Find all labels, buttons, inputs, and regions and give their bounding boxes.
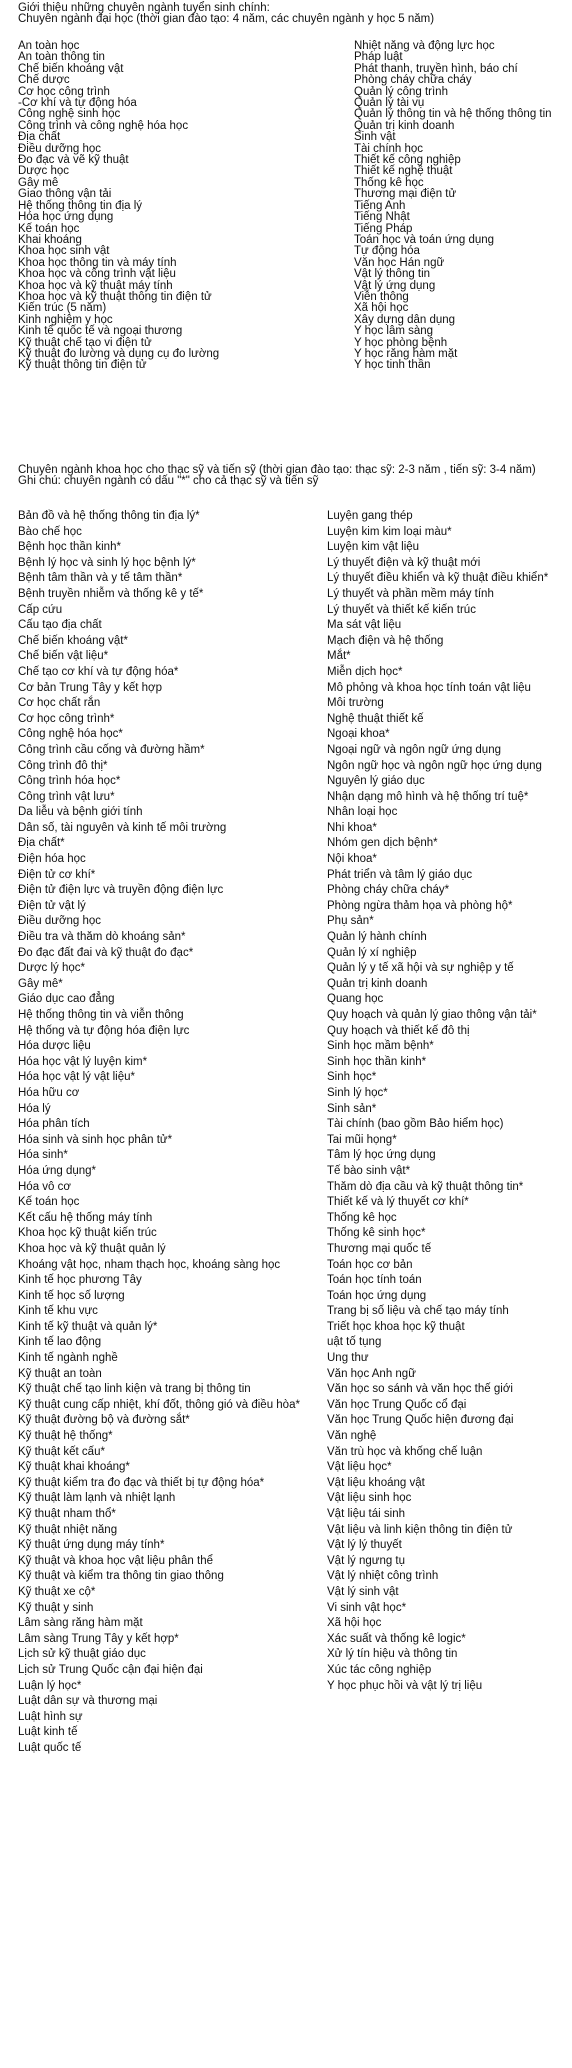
major-item: Kỹ thuật nhiệt năng [18,1523,118,1536]
major-item: Cấu tạo địa chất [18,619,102,632]
major-item: Hóa vô cơ [18,1180,71,1193]
major-item: Điện hóa học [18,853,86,866]
major-item: Mô phỏng và khoa học tính toán vật liệu [327,681,531,694]
major-item: Quản lý hành chính [327,931,427,944]
major-item: Vật liệu tái sinh [327,1508,405,1520]
major-item: Kỹ thuật nham thổ* [18,1508,116,1520]
major-item: Cơ học công trình [18,85,110,98]
major-item: Nghệ thuật thiết kế [327,712,424,725]
major-item: Chế biến vật liệu* [18,650,109,663]
major-item: An toàn thông tin [18,51,105,64]
major-item: Nhiệt năng và động lực học [354,40,495,52]
major-item: Hóa hữu cơ [18,1086,80,1099]
major-item: Kỹ thuật chế tạo linh kiện và trang bị thông tin [18,1383,251,1396]
major-item: Ung thư [327,1352,369,1365]
major-item: Chế biến khoáng vật [18,62,124,75]
major-item: Ngoại khoa* [327,728,390,741]
major-item: Hóa phân tích [18,1118,90,1131]
major-item: Quản lý công trình [354,85,448,98]
major-item: Toán học cơ bản [327,1258,413,1271]
major-item: Hệ thống thông tin và viễn thông [18,1009,184,1021]
major-item: Xác suất và thống kê logic* [327,1632,466,1645]
major-item: Nhận dạng mô hình và hệ thống trí tuệ* [327,790,529,803]
major-item: Thống kê học [354,176,424,189]
major-item: Nội khoa* [327,853,377,866]
major-item: Khoa học và công trình vật liệu [18,268,176,281]
major-item: Thương mại quốc tế [327,1242,432,1255]
graduate-section-title: Chuyên ngành khoa học cho thạc sỹ và tiến sỹ (thời gian đào tạo: thạc sỹ: 2-3 năm , tiến sỹ: 3-4 năm) [18,464,536,476]
major-item: Da liễu và bệnh giới tính [18,806,143,819]
major-item: Sinh học thần kinh* [327,1055,427,1068]
major-item: Lịch sử kỹ thuật giáo dục [18,1648,146,1661]
major-item: Kết cấu hệ thống máy tính [18,1211,153,1224]
major-item: Viễn thông [354,290,409,303]
major-item: Vật liệu học* [327,1461,392,1474]
major-item: Thăm dò địa cầu và kỹ thuật thông tin* [327,1180,524,1193]
major-item: Triết học khoa học kỹ thuật [327,1320,465,1333]
major-item: Lâm sàng Trung Tây y kết hợp* [18,1632,179,1645]
major-item: Kinh tế học phương Tây [18,1274,142,1287]
major-item: Lý thuyết và phần mềm máy tính [327,587,494,600]
major-item: Bệnh tâm thần và y tế tâm thần* [18,572,183,585]
major-item: Thống kê sinh học* [327,1227,426,1240]
major-item: Lâm sàng răng hàm mặt [18,1617,143,1630]
major-item: Quy hoạch và thiết kế đô thị [327,1024,470,1037]
major-item: Nhóm gen dịch bệnh* [327,837,438,850]
major-item: Khoa học thông tin và máy tính [18,256,177,269]
major-item: Nhi khoa* [327,821,377,834]
major-item: Vật lý ngưng tụ [327,1554,406,1567]
major-item: Xử lý tín hiệu và thông tin [327,1648,458,1661]
major-item: Dược lý học* [18,962,86,975]
major-item: Quản lý y tế xã hội và sự nghiệp y tế [327,962,514,975]
major-item: Quy hoạch và quản lý giao thông vận tải* [327,1009,537,1021]
graduate-note: Ghi chú: chuyên ngành có dấu "*" cho cả thạc sỹ và tiến sỹ [18,475,319,488]
major-item: Quản lý xí nghiệp [327,946,417,959]
major-item: Quản trị kinh doanh [354,119,455,132]
major-item: Kỹ thuật chế tạo vi điện tử [18,336,152,349]
major-item: Chế dược [18,74,70,87]
major-item: Ngoại ngữ và ngôn ngữ ứng dụng [327,743,501,756]
major-item: Y học lâm sàng [354,325,434,338]
major-item: Sinh học* [327,1071,377,1084]
major-item: Văn học Anh ngữ [327,1367,416,1380]
major-item: Giáo dục cao đẳng [18,993,115,1006]
major-item: Quản trị kinh doanh [327,977,428,990]
major-item: Trang bị số liệu và chế tạo máy tính [327,1305,509,1318]
major-item: Y học răng hàm mặt [354,347,458,360]
major-item: Phụ sản* [327,915,374,928]
major-item: Hệ thống và tự động hóa điện lực [18,1024,190,1037]
major-item: Quản lý tài vụ [354,97,425,110]
major-item: Điều dưỡng học [18,915,102,928]
major-item: Vật lý thông tin [354,268,431,281]
major-item: Cấp cứu [18,603,63,616]
major-item: Điện tử vật lý [18,899,86,912]
major-item: Vật lý lý thuyết [327,1539,402,1552]
major-item: Sinh vật [354,131,396,144]
major-item: Kỹ thuật thông tin điện tử [18,359,147,372]
major-item: Gây mê [18,176,59,189]
major-item: Kế toán học [18,222,80,235]
major-item: Kỹ thuật y sinh [18,1601,94,1614]
major-item: Kiến trúc (5 năm) [18,302,107,315]
major-item: Hóa học vật lý luyện kim* [18,1055,148,1068]
major-item: Điều dưỡng học [18,142,102,155]
major-item: Văn học Trung Quốc cổ đại [327,1398,467,1411]
major-item: Điều tra và thăm dò khoáng sản* [18,931,186,944]
major-item: Thiết kế nghệ thuật [354,165,453,178]
major-item: Phòng cháy chữa cháy* [327,884,450,897]
major-item: Dược học [18,165,70,178]
major-item: Ngôn ngữ học và ngôn ngữ học ứng dụng [327,759,542,772]
major-item: Xây dựng dân dụng [354,313,456,326]
major-item: Khoa học và kỹ thuật thông tin điện tử [18,290,212,303]
major-item: Luyện kim vật liệu [327,541,420,554]
major-item: Văn học so sánh và văn học thế giới [327,1383,513,1396]
major-item: Luyện kim kim loại màu* [327,525,452,538]
major-item: Khoa học sinh vật [18,245,110,258]
major-item: uật tố tụng [327,1336,382,1349]
intro-section [18,3,434,26]
major-item: Luyện gang thép [327,510,413,522]
major-item: Hóa ứng dụng* [18,1164,97,1177]
major-item: Sinh học mầm bệnh* [327,1040,434,1053]
major-item: Công nghệ hóa học* [18,728,123,741]
major-item: Y học phòng bệnh [354,336,448,349]
major-item: Cơ học công trình* [18,712,115,725]
major-item: Đo đạc đất đai và kỹ thuật đo đạc* [18,946,194,959]
major-item: Xã hội học [354,302,409,315]
major-item: Điện tử cơ khí* [18,868,96,881]
major-item: Nhân loại học [327,806,398,819]
major-item: Lịch sử Trung Quốc cận đại hiện đại [18,1663,203,1676]
undergrad-left-column [18,41,219,372]
major-item: Hóa sinh* [18,1149,68,1162]
major-item: Kỹ thuật ứng dụng máy tính* [18,1539,165,1552]
major-item: Tiếng Anh [354,199,406,212]
major-item: Toán học tính toán [327,1274,422,1287]
major-item: Khai khoáng [18,233,82,246]
major-item: Kỹ thuật xe cộ* [18,1585,96,1598]
major-item: Toán học ứng dụng [327,1289,427,1302]
major-item: Kinh tế lao động [18,1336,102,1349]
major-item: Miễn dịch học* [327,665,403,678]
major-item: Bào chế học [18,525,82,538]
major-item: Kinh tế quốc tế và ngoại thương [18,325,183,338]
major-item: Kế toán học [18,1196,80,1209]
major-item: Kinh tế khu vực [18,1305,98,1318]
major-item: Kỹ thuật hệ thống* [18,1430,113,1443]
major-item: Giao thông vận tải [18,188,112,201]
major-item: An toàn học [18,40,80,52]
major-item: Địa chất [18,131,61,144]
major-item: Tai mũi họng* [327,1133,397,1146]
major-item: Thiết kế và lý thuyết cơ khí* [327,1196,469,1209]
major-item: Luật quốc tế [18,1741,82,1754]
major-item: Vật liệu sinh học [327,1492,412,1505]
major-item: Văn trù học và khống chế luận [327,1445,483,1458]
major-item: Tế bào sinh vật* [327,1164,411,1177]
major-item: Pháp luật [354,51,403,64]
major-item: Tài chính học [354,142,424,155]
major-item: Kỹ thuật khai khoáng* [18,1461,130,1474]
major-item: Sinh lý học* [327,1086,388,1099]
major-item: Hóa sinh và sinh học phân tử* [18,1133,173,1146]
major-item: Vật liệu khoáng vật [327,1476,425,1489]
major-item: Đo đạc và vẽ kỹ thuật [18,154,129,167]
major-item: Cơ bản Trung Tây y kết hợp [18,681,162,694]
major-item: Công trình đô thị* [18,759,108,772]
major-item: Văn nghệ [327,1430,377,1443]
major-item: Cơ học chất rắn [18,697,101,710]
major-item: Khoa học và kỹ thuật máy tính [18,279,173,292]
major-item: Vật liệu và linh kiện thông tin điện tử [327,1523,513,1536]
major-item: Luận lý học* [18,1679,82,1692]
major-item: Phòng cháy chữa cháy [354,74,472,87]
major-item: Luật kinh tế [18,1726,78,1739]
major-item: Bản đồ và hệ thống thông tin địa lý* [18,510,200,522]
major-item: Bệnh lý học và sinh lý học bệnh lý* [18,556,196,569]
major-item: Kỹ thuật an toàn [18,1367,102,1380]
major-item: Khoa học kỹ thuật kiến trúc [18,1227,157,1240]
major-item: Sinh sản* [327,1102,377,1115]
major-item: Công trình vật lưu* [18,790,115,803]
major-item: Địa chất* [18,837,65,850]
major-item: Thương mại điện tử [354,188,457,201]
major-item: Lý thuyết điều khiển và kỹ thuật điều khiển* [327,572,549,585]
major-item: Bệnh học thần kinh* [18,541,121,554]
major-item: Ma sát vật liệu [327,619,402,632]
major-item: Mạch điện và hệ thống [327,634,444,647]
major-item: Tài chính (bao gồm Bảo hiểm học) [327,1118,504,1131]
major-item: Kinh nghiệm y học [18,313,113,326]
major-item: Khoáng vật học, nham thạch học, khoáng sàng học [18,1258,281,1271]
major-item: Môi trường [327,697,384,710]
major-item: Kỹ thuật cung cấp nhiệt, khí đốt, thông gió và điều hòa* [18,1398,300,1411]
major-item: Khoa học và kỹ thuật quản lý [18,1242,166,1255]
major-item: Dân số, tài nguyên và kinh tế môi trường [18,821,227,834]
major-item: Mắt* [327,650,351,663]
major-item: Hóa học ứng dụng [18,211,114,224]
undergrad-section-title: Chuyên ngành đại học (thời gian đào tạo: 4 năm, các chuyên ngành y học 5 năm) [18,13,435,26]
major-item: Kỹ thuật và kiểm tra thông tin giao thông [18,1570,224,1583]
major-item: Gây mê* [18,977,63,990]
undergrad-right-column [354,41,552,372]
graduate-left-column [18,509,300,1757]
major-item: Vật lý ứng dụng [354,279,436,292]
major-item: Thiết kế công nghiệp [354,154,461,167]
major-item: Vật lý nhiệt công trình [327,1570,439,1583]
major-item: Chế biến khoáng vật* [18,634,128,647]
major-item: Kỹ thuật kiểm tra đo đạc và thiết bị tự động hóa* [18,1476,265,1489]
major-item: Quản lý thông tin và hệ thống thông tin [354,108,552,121]
major-item: Luật dân sự và thương mại [18,1695,158,1708]
major-item: Hóa lý [18,1102,51,1115]
major-item: -Cơ khí và tự động hóa [18,97,137,110]
major-item: Kinh tế học số lượng [18,1289,125,1302]
major-item: Công trình và công nghệ hóa học [18,119,189,132]
major-item: Phát triển và tâm lý giáo dục [327,868,473,881]
graduate-right-column [327,509,548,1694]
major-item: Kỹ thuật làm lạnh và nhiệt lạnh [18,1492,176,1505]
major-item: Kinh tế kỹ thuật và quản lý* [18,1320,158,1333]
major-item: Kinh tế ngành nghề [18,1352,118,1365]
major-item: Xã hội học [327,1617,382,1630]
major-item: Văn học Hán ngữ [354,256,445,269]
major-item: Tâm lý học ứng dụng [327,1149,436,1162]
graduate-section-header [18,465,536,488]
major-item: Lý thuyết và thiết kế kiến trúc [327,603,476,616]
major-item: Hóa học vật lý vật liệu* [18,1071,135,1084]
major-item: Tiếng Nhật [354,211,410,224]
major-item: Công trình hóa học* [18,775,121,788]
major-item: Nguyên lý giáo dục [327,775,425,788]
major-item: Luật hình sự [18,1710,83,1723]
major-item: Tự động hóa [354,245,420,258]
major-item: Kỹ thuật kết cấu* [18,1445,105,1458]
major-item: Vật lý sinh vật [327,1585,399,1598]
major-item: Thống kê học [327,1211,397,1224]
major-item: Kỹ thuật và khoa học vật liệu phân thể [18,1554,213,1567]
major-item: Công trình cầu cống và đường hầm* [18,743,205,756]
major-item: Phát thanh, truyền hình, báo chí [354,62,518,75]
major-item: Lý thuyết điện và kỹ thuật mới [327,556,481,569]
major-item: Bệnh truyền nhiễm và thống kê y tế* [18,587,204,600]
major-item: Công nghệ sinh học [18,108,121,121]
major-item: Hóa dược liệu [18,1040,91,1053]
major-item: Hệ thống thông tin địa lý [18,199,143,212]
page-heading: Giới thiệu những chuyên ngành tuyển sinh chính: [18,2,270,14]
major-item: Chế tạo cơ khí và tự động hóa* [18,665,179,678]
major-item: Kỹ thuật đường bộ và đường sắt* [18,1414,190,1427]
major-item: Văn học Trung Quốc hiện đương đại [327,1414,514,1427]
major-item: Vi sinh vật học* [327,1601,407,1614]
major-item: Y học phục hồi và vật lý trị liệu [327,1679,483,1692]
major-item: Tiếng Pháp [354,222,413,235]
major-item: Toán học và toán ứng dụng [354,233,495,246]
major-item: Kỹ thuật đo lường và dụng cụ đo lường [18,347,220,360]
major-item: Y học tinh thần [354,359,431,372]
major-item: Điện tử điện lực và truyền động điện lực [18,884,224,897]
major-item: Quang học [327,993,384,1006]
major-item: Xúc tác công nghiệp [327,1663,432,1676]
major-item: Phòng ngừa thảm họa và phòng hộ* [327,899,513,912]
